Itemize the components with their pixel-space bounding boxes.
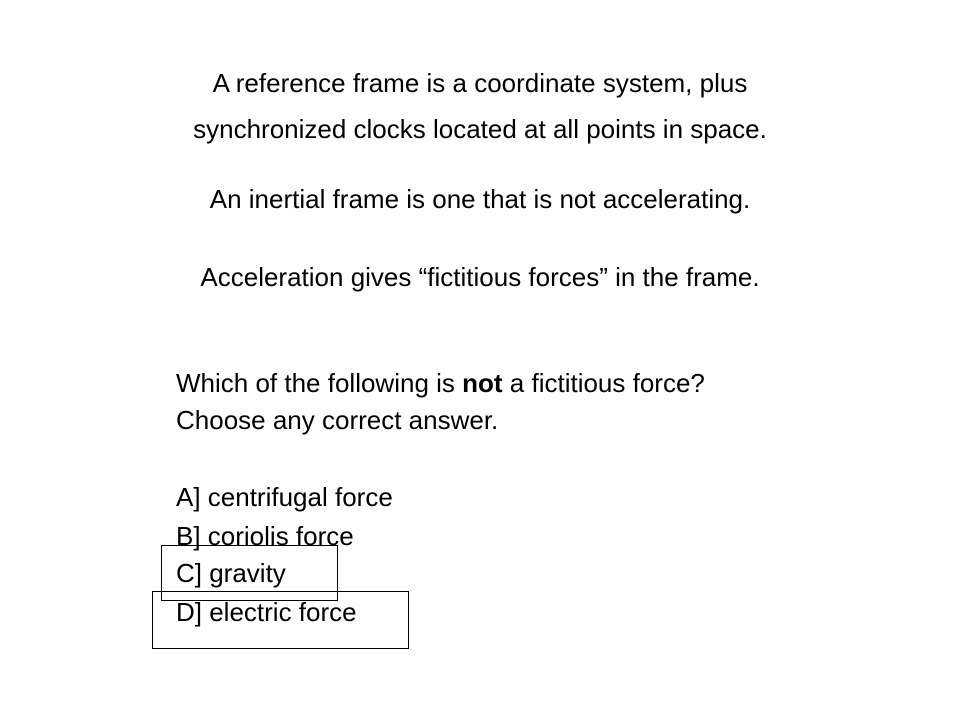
intro-line-1: A reference frame is a coordinate system, plus <box>212 68 748 98</box>
question-suffix: a fictitious force? <box>502 368 705 398</box>
option-c: C] gravity <box>176 558 286 588</box>
option-b: B] coriolis force <box>176 521 354 551</box>
question-emphasis: not <box>462 368 503 398</box>
option-a: A] centrifugal force <box>176 482 393 512</box>
intro-line-2: synchronized clocks located at all points in space. <box>193 114 767 144</box>
question-prefix: Which of the following is <box>176 368 463 398</box>
option-d: D] electric force <box>176 597 357 627</box>
option-d-highlight-box <box>152 591 409 649</box>
question-text <box>176 367 705 399</box>
intro-line-4: Acceleration gives “fictitious forces” in the frame. <box>200 262 760 292</box>
intro-line-3: An inertial frame is one that is not accelerating. <box>209 184 751 214</box>
question-instruction: Choose any correct answer. <box>176 405 499 435</box>
